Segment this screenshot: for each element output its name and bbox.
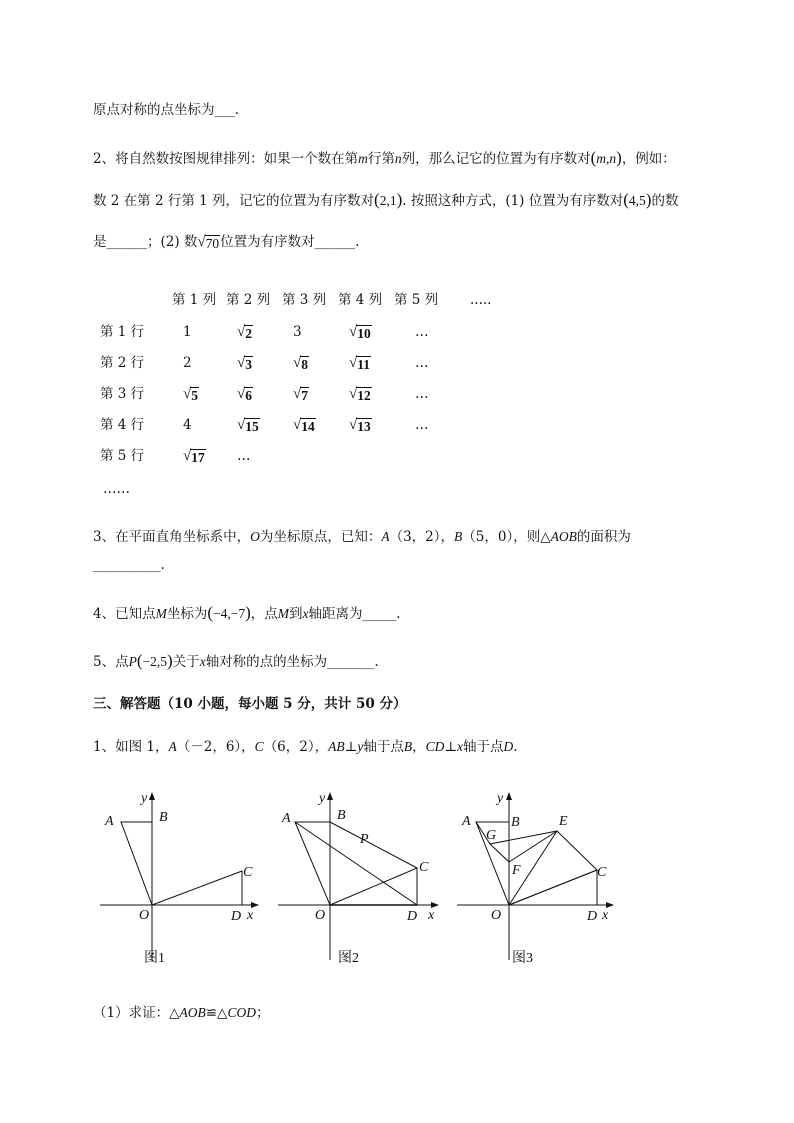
quad-FECO bbox=[509, 831, 597, 905]
q4-text: 坐标为 bbox=[166, 606, 208, 622]
sqrt-symbol: √ 3 bbox=[237, 355, 252, 372]
segment-CD: CD bbox=[425, 739, 445, 754]
table-cell bbox=[293, 354, 309, 372]
coord-P: −2,5 bbox=[142, 654, 168, 669]
triangle-AOB: AOB bbox=[550, 529, 577, 544]
var-P: P bbox=[128, 654, 137, 669]
q4-text: ，点 bbox=[250, 606, 278, 622]
table-cell: … bbox=[237, 448, 251, 464]
y-axis-arrow-icon bbox=[149, 792, 155, 800]
label-x: x bbox=[428, 908, 435, 923]
row-label: 第 1 行 bbox=[100, 324, 145, 340]
label-A: A bbox=[462, 814, 471, 829]
label-D: D bbox=[587, 909, 598, 924]
perp-symbol: ⊥ bbox=[444, 739, 458, 755]
triangle-AOB bbox=[121, 822, 152, 905]
triangle-AOB: AOB bbox=[179, 1005, 206, 1020]
q5-text: 轴对称的点的坐标为_______. bbox=[205, 654, 379, 670]
label-x: x bbox=[602, 908, 609, 923]
figure-3 bbox=[452, 788, 622, 968]
segment-AD bbox=[295, 822, 417, 905]
label-C: C bbox=[243, 865, 253, 880]
caption-fig1: 图1 bbox=[144, 951, 165, 966]
label-G: G bbox=[486, 828, 497, 843]
table-cell bbox=[237, 354, 253, 372]
var-A: A bbox=[168, 739, 177, 754]
table-cell bbox=[293, 416, 316, 434]
q3-text: （3，2）， bbox=[389, 529, 455, 545]
table-trailing-ellipsis: …… bbox=[103, 481, 130, 497]
section-3-heading bbox=[93, 694, 406, 714]
q2-line-2: 数 2 在第 2 行第 1 列，记它的位置为有序数对(2,1). 按照这种方式，(1) 位置为有序数对(4,5)的数 bbox=[93, 190, 679, 209]
label-D: D bbox=[231, 909, 242, 924]
q3-text: 为坐标原点，已知： bbox=[259, 529, 382, 545]
q5-line: 5、点P(−2,5)关于x轴对称的点的坐标为_______. bbox=[93, 651, 379, 670]
figure-1 bbox=[95, 788, 265, 968]
q2-text: 2、将自然数按图规律排列：如果一个数在第 bbox=[93, 151, 359, 167]
q5-text: 5、点 bbox=[93, 654, 129, 670]
table-cell: … bbox=[415, 386, 429, 402]
table-cell bbox=[237, 416, 260, 434]
sqrt-symbol: √ 10 bbox=[349, 324, 371, 341]
y-axis-arrow-icon bbox=[506, 792, 512, 800]
label-O: O bbox=[139, 908, 150, 923]
var-A: A bbox=[381, 529, 390, 544]
sqrt-symbol: √ 7 bbox=[293, 386, 308, 403]
var-C: C bbox=[254, 739, 264, 754]
var-m: m bbox=[358, 151, 368, 166]
var-x: x bbox=[457, 739, 464, 754]
problem-1-line bbox=[93, 737, 518, 757]
q5-text: 关于 bbox=[172, 654, 200, 670]
row-label: 第 4 行 bbox=[100, 417, 145, 433]
caption-fig2: 图2 bbox=[338, 951, 359, 966]
q1-tail-text: 原点对称的点坐标为___. bbox=[93, 102, 240, 118]
label-D: D bbox=[407, 909, 418, 924]
triangle-COD bbox=[330, 868, 417, 905]
table-cell bbox=[237, 385, 253, 403]
table-cell: 3 bbox=[293, 324, 302, 340]
triangle-COD bbox=[152, 871, 242, 905]
ordered-pair-2-1: 2,1 bbox=[379, 193, 397, 208]
sqrt-symbol: √ 6 bbox=[237, 386, 252, 403]
label-O: O bbox=[315, 908, 326, 923]
q2-text: ，例如： bbox=[621, 151, 676, 167]
q2-line-1: 2、将自然数按图规律排列：如果一个数在第m行第n列，那么记它的位置为有序数对(m,n)，例如： bbox=[93, 148, 676, 167]
sqrt-symbol: √ 15 bbox=[237, 417, 259, 434]
sqrt-symbol: √ 14 bbox=[293, 417, 315, 434]
label-y: y bbox=[497, 791, 504, 806]
table-cell: 4 bbox=[183, 417, 192, 433]
table-cell bbox=[183, 385, 199, 403]
var-B: B bbox=[454, 529, 463, 544]
table-cell bbox=[349, 385, 372, 403]
label-E: E bbox=[559, 814, 568, 829]
sqrt-symbol: √ 12 bbox=[349, 386, 371, 403]
table-cell bbox=[183, 447, 206, 465]
q2-text: 是______；(2) 数 bbox=[93, 234, 198, 250]
var-x: x bbox=[302, 606, 309, 621]
figure-2 bbox=[273, 788, 448, 968]
label-y: y bbox=[319, 791, 326, 806]
q2-text: 数 2 在第 2 行第 1 列，记它的位置为有序数对 bbox=[93, 193, 375, 209]
p1-text: ， bbox=[412, 739, 426, 755]
column-header: 第 3 列 bbox=[282, 292, 327, 308]
column-header: ..... bbox=[470, 292, 492, 308]
row-label: 第 5 行 bbox=[100, 448, 145, 464]
perp-symbol: ⊥ bbox=[344, 739, 358, 755]
q4-text: 4、已知点 bbox=[93, 606, 156, 622]
var-O: O bbox=[250, 529, 260, 544]
q3-blank-line bbox=[93, 555, 165, 575]
label-P: P bbox=[360, 832, 369, 847]
label-C: C bbox=[597, 865, 607, 880]
sqrt-70: √ 70 bbox=[197, 234, 220, 251]
var-B: B bbox=[403, 739, 413, 754]
q1-tail-line bbox=[93, 100, 239, 120]
triangle-COD: COD bbox=[227, 1005, 256, 1020]
var-M: M bbox=[277, 606, 290, 621]
label-O: O bbox=[491, 908, 502, 923]
table-cell bbox=[349, 323, 372, 341]
q2-text: . 按照这种方式，(1) 位置为有序数对 bbox=[402, 193, 624, 209]
table-cell: … bbox=[415, 324, 429, 340]
sqrt-symbol: √ 11 bbox=[349, 355, 370, 372]
segment-BC bbox=[330, 822, 417, 868]
label-F: F bbox=[512, 863, 521, 878]
table-cell: 2 bbox=[183, 355, 192, 371]
row-label: 第 3 行 bbox=[100, 386, 145, 402]
y-axis-arrow-icon bbox=[327, 792, 333, 800]
q3-blank: __________. bbox=[93, 557, 165, 573]
table-cell: … bbox=[415, 417, 429, 433]
column-header: 第 4 列 bbox=[338, 292, 383, 308]
sqrt-symbol: √ 2 bbox=[237, 324, 252, 341]
sqrt-symbol: √ 5 bbox=[183, 386, 198, 403]
column-header: 第 5 列 bbox=[394, 292, 439, 308]
table-cell bbox=[237, 323, 253, 341]
ordered-pair-mn: m,n bbox=[596, 151, 617, 166]
var-n: n bbox=[394, 151, 402, 166]
q2-line-3 bbox=[93, 232, 359, 252]
p1-text: 1、如图 1， bbox=[93, 739, 169, 755]
q3-line bbox=[93, 527, 631, 547]
p1-text: 轴于点 bbox=[463, 739, 504, 755]
var-y: y bbox=[357, 739, 364, 754]
segment-AB: AB bbox=[328, 739, 345, 754]
label-x: x bbox=[247, 908, 254, 923]
column-header: 第 1 列 bbox=[172, 292, 217, 308]
part1-text: （1）求证：△ bbox=[93, 1005, 180, 1021]
section-3-title: 三、解答题（10 小题，每小题 5 分，共计 50 分） bbox=[93, 696, 407, 712]
label-B: B bbox=[337, 808, 346, 823]
ordered-pair-4-5: 4,5 bbox=[628, 193, 646, 208]
caption-fig3: 图3 bbox=[512, 951, 533, 966]
sqrt-symbol: √ 13 bbox=[349, 417, 371, 434]
q4-text: 到 bbox=[289, 606, 303, 622]
p1-text: （－2，6）， bbox=[176, 739, 255, 755]
row-label: 第 2 行 bbox=[100, 355, 145, 371]
var-M: M bbox=[155, 606, 167, 621]
label-A: A bbox=[105, 814, 114, 829]
label-B: B bbox=[511, 815, 520, 830]
p1-text: （6，2）， bbox=[263, 739, 329, 755]
problem-1-part-1 bbox=[93, 1003, 269, 1023]
q2-text: 的数 bbox=[651, 193, 679, 209]
coord-M: −4,−7 bbox=[213, 606, 246, 621]
var-D: D bbox=[503, 739, 514, 754]
q2-text: 行第 bbox=[367, 151, 395, 167]
q3-text: （5，0），则△ bbox=[462, 529, 551, 545]
q2-text: 列，那么记它的位置为有序数对 bbox=[401, 151, 591, 167]
table-cell: … bbox=[415, 355, 429, 371]
table-cell bbox=[349, 416, 372, 434]
q3-text: 的面积为 bbox=[576, 529, 631, 545]
q4-line: 4、已知点M坐标为(−4,−7)，点M到x轴距离为_____. bbox=[93, 603, 401, 622]
table-cell: 1 bbox=[183, 324, 192, 340]
label-y: y bbox=[141, 791, 148, 806]
q4-text: 轴距离为_____. bbox=[308, 606, 401, 622]
q2-text: 位置为有序数对______. bbox=[220, 234, 360, 250]
sqrt-symbol: √ 17 bbox=[183, 448, 205, 465]
sqrt-symbol: √ 8 bbox=[293, 355, 308, 372]
table-cell bbox=[293, 385, 309, 403]
p1-text: 轴于点 bbox=[363, 739, 404, 755]
label-A: A bbox=[282, 811, 291, 826]
label-C: C bbox=[419, 860, 429, 875]
column-header: 第 2 列 bbox=[226, 292, 271, 308]
q3-text: 3、在平面直角坐标系中， bbox=[93, 529, 251, 545]
var-x: x bbox=[199, 654, 206, 669]
p1-text: . bbox=[513, 739, 518, 755]
label-B: B bbox=[159, 810, 168, 825]
part1-text: ； bbox=[255, 1005, 270, 1021]
congruent-symbol: ≌△ bbox=[205, 1005, 228, 1021]
table-cell bbox=[349, 354, 371, 372]
